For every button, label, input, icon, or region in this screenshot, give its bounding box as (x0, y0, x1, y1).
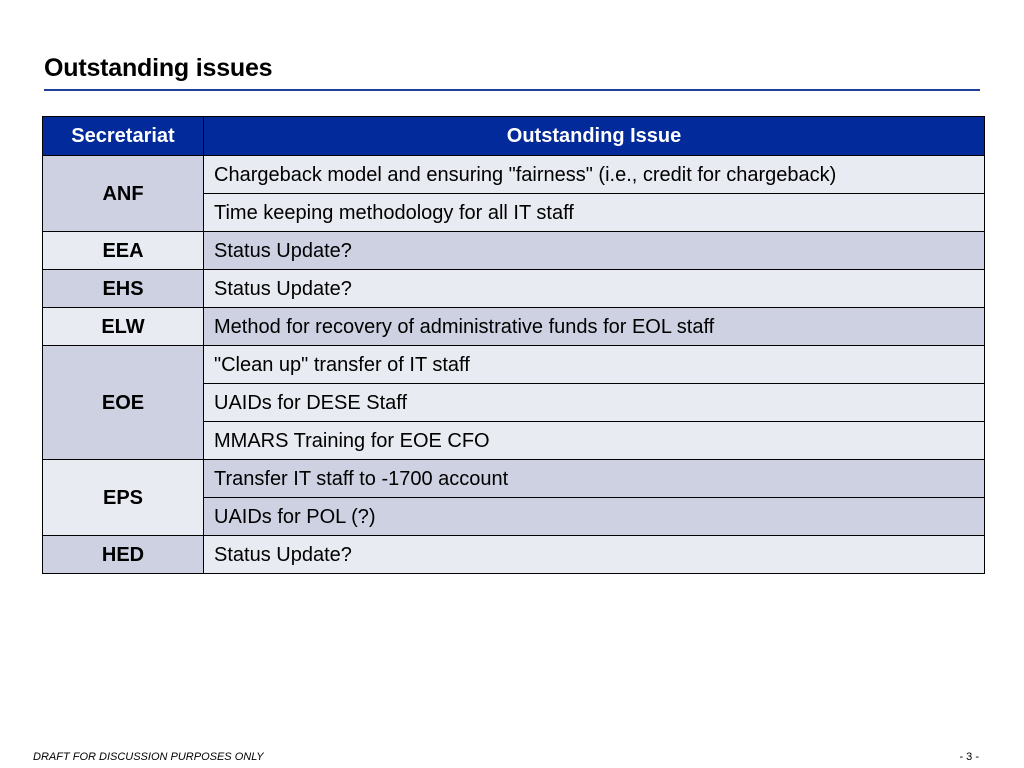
table-row (43, 232, 985, 270)
secretariat-cell-eoe: EOE (43, 346, 204, 460)
issues-table (42, 116, 985, 574)
issue-cell: MMARS Training for EOE CFO (204, 422, 985, 460)
issue-cell: UAIDs for POL (?) (204, 498, 985, 536)
issue-cell: Status Update? (204, 270, 985, 308)
issue-cell: Method for recovery of administrative funds for EOL staff (204, 308, 985, 346)
secretariat-cell-elw: ELW (43, 308, 204, 346)
secretariat-cell-ehs: EHS (43, 270, 204, 308)
footer-disclaimer: DRAFT FOR DISCUSSION PURPOSES ONLY (33, 751, 264, 763)
page-title: Outstanding issues (44, 54, 273, 82)
table-row (43, 270, 985, 308)
table-header-row (43, 117, 985, 156)
secretariat-cell-anf: ANF (43, 156, 204, 232)
page-number: - 3 - (959, 751, 979, 763)
issue-cell: Transfer IT staff to -1700 account (204, 460, 985, 498)
table-row (43, 536, 985, 574)
secretariat-cell-eps: EPS (43, 460, 204, 536)
secretariat-cell-eea: EEA (43, 232, 204, 270)
header-secretariat: Secretariat (43, 117, 204, 156)
table-row (43, 156, 985, 194)
issue-cell: Time keeping methodology for all IT staff (204, 194, 985, 232)
issue-cell: "Clean up" transfer of IT staff (204, 346, 985, 384)
table-row (43, 346, 985, 384)
issue-cell: Chargeback model and ensuring "fairness" (i.e., credit for chargeback) (204, 156, 985, 194)
header-outstanding-issue: Outstanding Issue (204, 117, 985, 156)
issue-cell: Status Update? (204, 536, 985, 574)
table-row (43, 460, 985, 498)
secretariat-cell-hed: HED (43, 536, 204, 574)
title-divider (44, 89, 980, 91)
issue-cell: Status Update? (204, 232, 985, 270)
issue-cell: UAIDs for DESE Staff (204, 384, 985, 422)
table-row (43, 308, 985, 346)
